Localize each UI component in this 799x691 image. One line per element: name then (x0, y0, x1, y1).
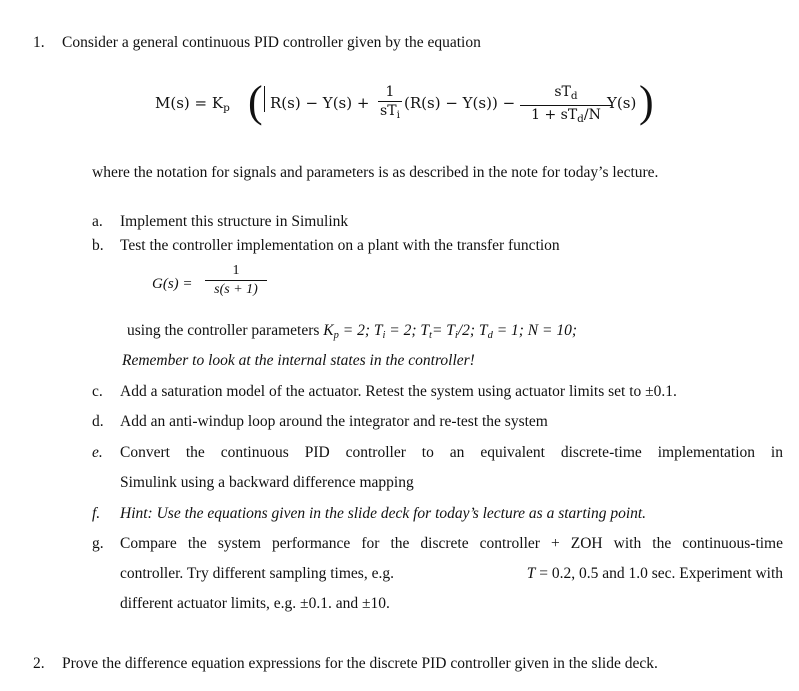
fraction-1 (378, 84, 402, 123)
item-g-line-1: Compare the system performance for the discrete controller + ZOH with the continuous-time (120, 535, 783, 552)
parameters-prefix: using the controller parameters (127, 322, 320, 339)
remember-note: Remember to look at the internal states in the controller! (122, 352, 475, 369)
equation-term-2: (R(s) − Y(s)) − (404, 94, 516, 112)
fraction-2-denominator-sub: d (577, 113, 584, 125)
question-2-number: 2. (33, 655, 45, 672)
sampling-time-symbol: T (526, 565, 536, 582)
question-2-text: Prove the difference equation expressions for the discrete PID controller given in the slide deck. (62, 655, 658, 672)
fraction-2-numerator-sub: d (570, 90, 578, 102)
param-n: = 1; N = 10; (496, 322, 578, 339)
item-g-label: g. (92, 535, 104, 552)
controller-parameters (127, 322, 577, 341)
item-d-label: d. (92, 413, 104, 430)
notation-note: where the notation for signals and parameters is as described in the note for today’s lecture. (92, 164, 659, 181)
plant-fraction-bar (205, 280, 267, 281)
question-1 (33, 34, 45, 52)
param-kp: K (323, 322, 334, 339)
param-tt-sub: t (429, 330, 432, 341)
item-g-line-3: different actuator limits, e.g. ±0.1. and ±10. (120, 595, 390, 612)
right-big-paren: ) (639, 77, 654, 126)
fraction-2-bar (520, 105, 612, 106)
item-g-line-2-pre: controller. Try different sampling times, e.g. (120, 565, 394, 582)
plant-lhs: G(s) = (152, 276, 193, 292)
equation-lhs: M(s) = K (155, 94, 224, 112)
question-number: 1. (33, 34, 45, 51)
question-1-intro: Consider a general continuous PID controller given by the equation (62, 34, 481, 51)
fraction-1-denominator: sT (380, 103, 397, 119)
fraction-1-denominator-sub: i (396, 109, 400, 121)
item-f-label: f. (92, 505, 101, 522)
fraction-2-numerator: sT (554, 84, 571, 100)
equation-rule (264, 86, 265, 112)
param-tt-value: = T (431, 322, 455, 339)
param-ti: = 2; T (342, 322, 383, 339)
item-c-label: c. (92, 383, 103, 400)
plant-denominator: s(s + 1) (214, 282, 258, 297)
param-ti-sub: i (382, 330, 386, 341)
item-f-text: Hint: Use the equations given in the slide deck for today’s lecture as a starting point. (120, 505, 647, 522)
fraction-2-denominator: 1 + sT (531, 107, 578, 123)
fraction-1-numerator: 1 (385, 84, 395, 100)
param-tt: = 2; T (389, 322, 430, 339)
item-g-line-2-mid (527, 565, 783, 583)
item-e-line-1: Convert the continuous PID controller to an equivalent discrete-time implementation in (120, 444, 783, 461)
item-g-line-2-post: = 0.2, 0.5 and 1.0 sec. Experiment with (539, 565, 783, 582)
item-b-label: b. (92, 237, 104, 254)
param-td: /2; T (457, 322, 488, 339)
item-a-label: a. (92, 213, 103, 230)
item-e-label: e. (92, 444, 103, 461)
item-b-text: Test the controller implementation on a plant with the transfer function (120, 237, 560, 254)
fraction-2-denominator-tail: /N (583, 107, 601, 123)
equation-term-1: R(s) − Y(s) + (270, 94, 370, 112)
equation-term-3: Y(s) (607, 94, 637, 112)
fraction-2 (520, 84, 612, 127)
item-d-text: Add an anti-windup loop around the integrator and re-test the system (120, 413, 548, 430)
equation-lhs-sub: p (223, 102, 230, 114)
fraction-1-bar (378, 101, 402, 102)
item-a-text: Implement this structure in Simulink (120, 213, 349, 230)
item-c-text: Add a saturation model of the actuator. Retest the system using actuator limits set to ±0.1. (120, 383, 677, 400)
item-e-line-2: Simulink using a backward difference mapping (120, 474, 414, 491)
param-tt-value-sub: i (454, 330, 458, 341)
param-td-sub: d (487, 330, 493, 341)
plant-fraction (205, 263, 267, 298)
left-big-paren: ( (248, 77, 263, 126)
item-g-line-2 (120, 565, 783, 583)
param-kp-sub: p (333, 330, 339, 341)
plant-numerator: 1 (232, 263, 240, 278)
